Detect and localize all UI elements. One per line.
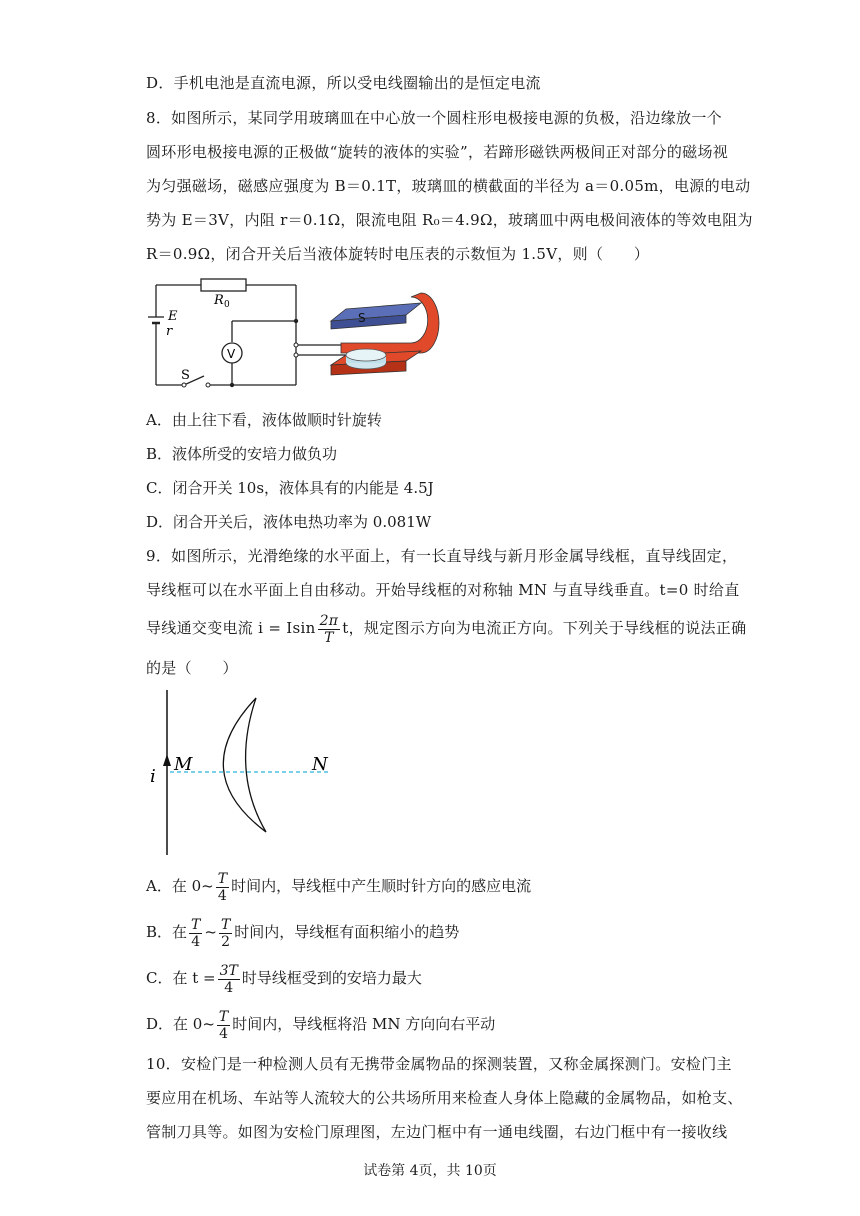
current-label: i	[150, 766, 156, 787]
q8-stem-line-3: 为匀强磁场，磁感应强度为 B＝0.1T，玻璃皿的横截面的半径为 a＝0.05m，电源的电动	[146, 177, 751, 195]
q8-stem-line-4: 势为 E＝3V，内阻 r＝0.1Ω，限流电阻 R₀＝4.9Ω，玻璃皿中两电极间液体的等效电阻为	[146, 211, 753, 229]
q8-stem-line-1: 8．如图所示，某同学用玻璃皿在中心放一个圆柱形电极接电源的负极，沿边缘放一个	[146, 109, 722, 127]
q9-option-a[interactable]: A．在 0~ $\frac{T}{4}$ 时间内，导线框中产生顺时针方向的感应电流	[146, 870, 532, 904]
q10-stem-line-3: 管制刀具等。如图为安检门原理图，左边门框中有一通电线圈，右边门框中有一接收线	[146, 1123, 728, 1141]
current-arrow-icon	[163, 754, 171, 766]
q8-stem-line-5: R＝0.9Ω，闭合开关后当液体旋转时电压表的示数恒为 1.5V，则（ ）	[146, 245, 650, 263]
q10-stem-line-2: 要应用在机场、车站等人流较大的公共场所用来检查人身体上隐藏的金属物品，如枪支、	[146, 1089, 743, 1107]
emf-label: E	[168, 309, 178, 324]
page-footer: 试卷第 4页，共 10页	[363, 1163, 497, 1179]
q8-stem-line-2: 圆环形电极接电源的正极做“旋转的液体的实验”，若蹄形磁铁两极间正对部分的磁场视	[146, 143, 729, 161]
magnet-s-label: S	[358, 311, 366, 325]
q8-option-a[interactable]: A．由上往下看，液体做顺时针旋转	[146, 411, 382, 429]
q9-stem-line-3: 导线通交变电流 i = Isin $\frac{2\pi}{T}$ t，规定图示方向为电流正方向。下列关于导线框的说法正确	[146, 612, 747, 646]
q8-option-c[interactable]: C．闭合开关 10s，液体具有的内能是 4.5J	[146, 479, 434, 497]
q9-stem-line-1: 9．如图所示，光滑绝缘的水平面上，有一长直导线与新月形金属导线框，直导线固定，	[146, 547, 738, 565]
q8-circuit-figure	[146, 275, 446, 395]
switch-label: S	[181, 368, 190, 383]
q9-formula-fraction: $\frac{2\pi}{T}$	[319, 612, 339, 646]
q9-stem-line-4: 的是（ ）	[146, 659, 238, 677]
point-m-label: M	[174, 754, 193, 775]
q9-option-c[interactable]: C．在 t = $\frac{3T}{4}$ 时导线框受到的安培力最大	[146, 962, 422, 996]
r0-subscript: 0	[224, 300, 230, 310]
q8-option-d[interactable]: D．闭合开关后，液体电热功率为 0.081W	[146, 513, 432, 531]
crescent-loop-icon	[223, 698, 266, 832]
voltmeter-label: V	[227, 347, 236, 361]
q9-stem-line-2: 导线框可以在水平面上自由移动。开始导线框的对称轴 MN 与直导线垂直。t=0 时给直	[146, 581, 740, 599]
point-n-label: N	[312, 754, 328, 775]
glass-dish-icon	[346, 349, 386, 369]
q9-wire-crescent-figure	[146, 690, 346, 860]
r0-label: R	[214, 293, 224, 308]
q9-option-b[interactable]: B．在 $\frac{T}{4}$ ~ $\frac{T}{2}$ 时间内，导线框有面积缩小的趋势	[146, 916, 460, 950]
q8-option-b[interactable]: B．液体所受的安培力做负功	[146, 445, 338, 463]
q7-option-d: D．手机电池是直流电源，所以受电线圈输出的是恒定电流	[146, 74, 541, 92]
internal-resistance-label: r	[166, 324, 173, 339]
q10-stem-line-1: 10．安检门是一种检测人员有无携带金属物品的探测装置，又称金属探测门。安检门主	[146, 1055, 732, 1073]
q9-option-d[interactable]: D．在 0~ $\frac{T}{4}$ 时间内，导线框将沿 MN 方向向右平动	[146, 1008, 496, 1042]
